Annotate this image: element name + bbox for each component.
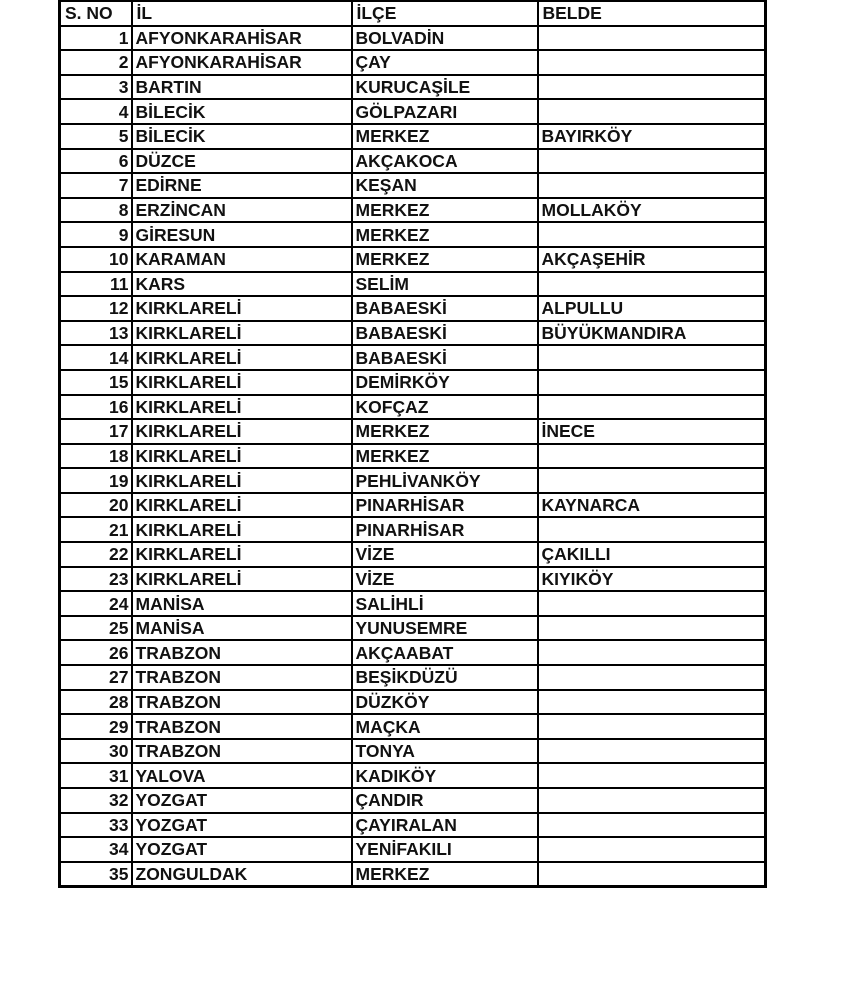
cell-no: 8 <box>60 198 132 223</box>
cell-il: TRABZON <box>132 640 352 665</box>
cell-no: 32 <box>60 788 132 813</box>
cell-ilce: GÖLPAZARI <box>352 99 538 124</box>
cell-ilce: PINARHİSAR <box>352 517 538 542</box>
table-row <box>60 837 766 862</box>
cell-no: 28 <box>60 690 132 715</box>
cell-ilce: VİZE <box>352 542 538 567</box>
cell-il: KARAMAN <box>132 247 352 272</box>
table-row <box>60 345 766 370</box>
table-row <box>60 862 766 887</box>
cell-belde <box>538 99 766 124</box>
cell-no: 15 <box>60 370 132 395</box>
cell-il: KARS <box>132 272 352 297</box>
cell-il: KIRKLARELİ <box>132 395 352 420</box>
table-row <box>60 640 766 665</box>
table-row <box>60 370 766 395</box>
cell-ilce: MERKEZ <box>352 419 538 444</box>
header-belde: BELDE <box>538 1 766 26</box>
cell-ilce: BABAESKİ <box>352 345 538 370</box>
cell-ilce: MERKEZ <box>352 222 538 247</box>
cell-il: KIRKLARELİ <box>132 419 352 444</box>
cell-belde: ÇAKILLI <box>538 542 766 567</box>
cell-ilce: ÇAYIRALAN <box>352 813 538 838</box>
cell-no: 14 <box>60 345 132 370</box>
cell-ilce: PEHLİVANKÖY <box>352 468 538 493</box>
cell-no: 12 <box>60 296 132 321</box>
cell-il: EDİRNE <box>132 173 352 198</box>
table-row <box>60 739 766 764</box>
cell-ilce: DÜZKÖY <box>352 690 538 715</box>
cell-il: KIRKLARELİ <box>132 345 352 370</box>
table-row <box>60 296 766 321</box>
cell-belde: KAYNARCA <box>538 493 766 518</box>
cell-belde: İNECE <box>538 419 766 444</box>
cell-belde <box>538 665 766 690</box>
cell-ilce: ÇANDIR <box>352 788 538 813</box>
table-row <box>60 149 766 174</box>
cell-ilce: KURUCAŞİLE <box>352 75 538 100</box>
cell-belde <box>538 26 766 51</box>
cell-no: 23 <box>60 567 132 592</box>
table-row <box>60 124 766 149</box>
cell-belde: BÜYÜKMANDIRA <box>538 321 766 346</box>
cell-no: 35 <box>60 862 132 887</box>
table-row <box>60 198 766 223</box>
cell-ilce: DEMİRKÖY <box>352 370 538 395</box>
cell-belde <box>538 640 766 665</box>
table-row <box>60 468 766 493</box>
cell-il: ERZİNCAN <box>132 198 352 223</box>
cell-belde <box>538 149 766 174</box>
cell-il: YALOVA <box>132 763 352 788</box>
table-row <box>60 567 766 592</box>
cell-belde: MOLLAKÖY <box>538 198 766 223</box>
cell-ilce: VİZE <box>352 567 538 592</box>
cell-no: 25 <box>60 616 132 641</box>
cell-ilce: KEŞAN <box>352 173 538 198</box>
cell-no: 18 <box>60 444 132 469</box>
cell-no: 5 <box>60 124 132 149</box>
cell-il: MANİSA <box>132 616 352 641</box>
table-row <box>60 714 766 739</box>
cell-no: 24 <box>60 591 132 616</box>
cell-belde <box>538 813 766 838</box>
table-row <box>60 444 766 469</box>
cell-ilce: MERKEZ <box>352 444 538 469</box>
table-row <box>60 542 766 567</box>
table-row <box>60 665 766 690</box>
cell-ilce: MERKEZ <box>352 124 538 149</box>
cell-ilce: SELİM <box>352 272 538 297</box>
cell-belde <box>538 50 766 75</box>
cell-il: KIRKLARELİ <box>132 321 352 346</box>
cell-no: 13 <box>60 321 132 346</box>
cell-belde <box>538 739 766 764</box>
cell-belde: AKÇAŞEHİR <box>538 247 766 272</box>
cell-no: 16 <box>60 395 132 420</box>
cell-no: 2 <box>60 50 132 75</box>
cell-il: TRABZON <box>132 665 352 690</box>
cell-ilce: YENİFAKILI <box>352 837 538 862</box>
cell-il: YOZGAT <box>132 837 352 862</box>
cell-ilce: MAÇKA <box>352 714 538 739</box>
header-il: İL <box>132 1 352 26</box>
cell-il: BİLECİK <box>132 124 352 149</box>
cell-no: 34 <box>60 837 132 862</box>
table-row <box>60 517 766 542</box>
cell-belde <box>538 222 766 247</box>
table-row <box>60 50 766 75</box>
cell-il: KIRKLARELİ <box>132 296 352 321</box>
cell-belde <box>538 763 766 788</box>
header-row <box>60 1 766 26</box>
cell-ilce: KADIKÖY <box>352 763 538 788</box>
cell-no: 33 <box>60 813 132 838</box>
cell-ilce: BOLVADİN <box>352 26 538 51</box>
cell-il: BİLECİK <box>132 99 352 124</box>
cell-no: 9 <box>60 222 132 247</box>
cell-no: 7 <box>60 173 132 198</box>
cell-belde: KIYIKÖY <box>538 567 766 592</box>
cell-il: DÜZCE <box>132 149 352 174</box>
cell-il: ZONGULDAK <box>132 862 352 887</box>
cell-no: 30 <box>60 739 132 764</box>
cell-il: TRABZON <box>132 714 352 739</box>
cell-ilce: YUNUSEMRE <box>352 616 538 641</box>
cell-no: 6 <box>60 149 132 174</box>
cell-no: 10 <box>60 247 132 272</box>
table-row <box>60 493 766 518</box>
cell-ilce: TONYA <box>352 739 538 764</box>
cell-belde <box>538 616 766 641</box>
cell-il: KIRKLARELİ <box>132 468 352 493</box>
cell-il: KIRKLARELİ <box>132 567 352 592</box>
cell-ilce: BABAESKİ <box>352 296 538 321</box>
table-row <box>60 173 766 198</box>
cell-no: 19 <box>60 468 132 493</box>
cell-belde <box>538 272 766 297</box>
cell-belde <box>538 517 766 542</box>
table-row <box>60 813 766 838</box>
table-row <box>60 247 766 272</box>
cell-no: 1 <box>60 26 132 51</box>
cell-ilce: BABAESKİ <box>352 321 538 346</box>
cell-no: 27 <box>60 665 132 690</box>
cell-no: 20 <box>60 493 132 518</box>
cell-ilce: AKÇAKOCA <box>352 149 538 174</box>
header-ilce: İLÇE <box>352 1 538 26</box>
cell-belde <box>538 690 766 715</box>
cell-il: GİRESUN <box>132 222 352 247</box>
cell-il: AFYONKARAHİSAR <box>132 26 352 51</box>
cell-no: 11 <box>60 272 132 297</box>
cell-il: KIRKLARELİ <box>132 542 352 567</box>
cell-ilce: MERKEZ <box>352 247 538 272</box>
table-row <box>60 419 766 444</box>
cell-ilce: KOFÇAZ <box>352 395 538 420</box>
table-row <box>60 788 766 813</box>
cell-belde <box>538 395 766 420</box>
cell-il: KIRKLARELİ <box>132 493 352 518</box>
cell-belde <box>538 75 766 100</box>
table-row <box>60 222 766 247</box>
cell-no: 29 <box>60 714 132 739</box>
cell-belde <box>538 370 766 395</box>
cell-il: AFYONKARAHİSAR <box>132 50 352 75</box>
cell-no: 4 <box>60 99 132 124</box>
cell-belde <box>538 788 766 813</box>
cell-no: 31 <box>60 763 132 788</box>
cell-ilce: AKÇAABAT <box>352 640 538 665</box>
cell-belde <box>538 468 766 493</box>
cell-il: MANİSA <box>132 591 352 616</box>
municipality-table <box>58 0 767 888</box>
header-no: S. NO <box>60 1 132 26</box>
cell-il: BARTIN <box>132 75 352 100</box>
cell-il: YOZGAT <box>132 788 352 813</box>
cell-ilce: ÇAY <box>352 50 538 75</box>
cell-ilce: MERKEZ <box>352 862 538 887</box>
table-row <box>60 763 766 788</box>
cell-il: KIRKLARELİ <box>132 517 352 542</box>
cell-belde: BAYIRKÖY <box>538 124 766 149</box>
cell-belde <box>538 837 766 862</box>
table-row <box>60 690 766 715</box>
table-row <box>60 272 766 297</box>
cell-ilce: SALİHLİ <box>352 591 538 616</box>
cell-no: 26 <box>60 640 132 665</box>
cell-belde <box>538 345 766 370</box>
table-row <box>60 591 766 616</box>
cell-no: 3 <box>60 75 132 100</box>
cell-il: TRABZON <box>132 739 352 764</box>
table-row <box>60 99 766 124</box>
cell-no: 17 <box>60 419 132 444</box>
cell-ilce: BEŞİKDÜZÜ <box>352 665 538 690</box>
table-row <box>60 321 766 346</box>
cell-belde: ALPULLU <box>538 296 766 321</box>
cell-belde <box>538 444 766 469</box>
cell-no: 21 <box>60 517 132 542</box>
cell-il: KIRKLARELİ <box>132 444 352 469</box>
cell-belde <box>538 173 766 198</box>
table-row <box>60 395 766 420</box>
table-row <box>60 616 766 641</box>
cell-belde <box>538 862 766 887</box>
cell-no: 22 <box>60 542 132 567</box>
cell-belde <box>538 714 766 739</box>
table-row <box>60 75 766 100</box>
cell-il: KIRKLARELİ <box>132 370 352 395</box>
cell-il: YOZGAT <box>132 813 352 838</box>
table-row <box>60 26 766 51</box>
cell-il: TRABZON <box>132 690 352 715</box>
cell-ilce: MERKEZ <box>352 198 538 223</box>
cell-ilce: PINARHİSAR <box>352 493 538 518</box>
cell-belde <box>538 591 766 616</box>
